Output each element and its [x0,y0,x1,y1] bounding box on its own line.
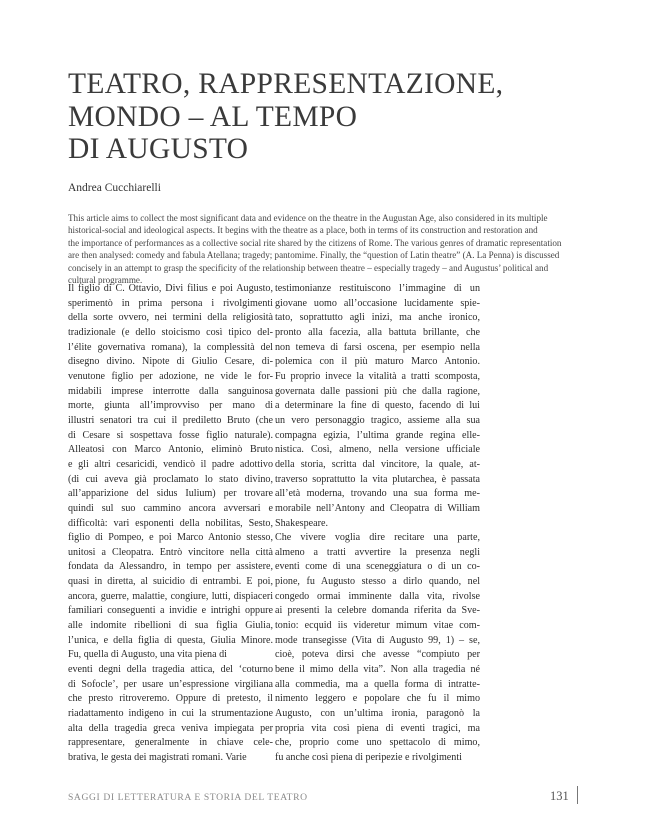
body-line: Fu, quella di Augusto, una vita piena di [68,649,227,661]
body-line: propria vita così piena di eventi tragici, ma [275,722,480,734]
body-line: difficoltà: vari esponenti della nobilitas, Sesto, [68,517,273,529]
body-line: non temeva di farsi oscena, per esempio nella [275,341,480,353]
body-line: un vero personaggio tragico, assieme alla sua [275,414,480,426]
abstract-line: cultural programme. [68,275,143,286]
title-line: DI AUGUSTO [68,133,249,165]
body-line: fondata da Alessandro, in tempo per assistere, [68,561,273,573]
body-line: alle indomite ribellioni di sua figlia Giulia, [68,620,273,632]
body-line: tonio: ecquid iis videretur mimum vitae com- [275,620,480,632]
abstract-line: concisely in an attempt to grasp the specificity of the relationship between theatre – especially tragedy – and Augustus’ political and [68,262,549,273]
body-line: morabile nell’Antony and Cleopatra di William [275,502,480,514]
body-line: nistica. Così, almeno, nella versione ufficiale [275,444,480,456]
body-line: Il figlio di C. Ottavio, Divi filius e poi Augusto, [68,283,273,294]
body-line: rappresentare, generalmente in chiave cele- [68,737,273,749]
body-line: Alleatosi con Marco Antonio, eliminò Bruto [68,444,273,456]
body-line: eventi come di una sceneggiatura o di un co- [275,561,480,573]
author-name: Andrea Cucchiarelli [68,182,161,194]
body-line: che presto ritroveremo. Oppure di pretesto, il [68,693,273,705]
body-line: (di cui aveva già proclamato lo stato divino, [68,473,273,485]
body-line: tato, soprattutto agli inizi, ma anche ironico, [275,312,480,324]
body-line: di Cesare si sospettava fosse figlio naturale). [68,429,273,441]
title-line: TEATRO, RAPPRESENTAZIONE, [68,68,504,100]
body-line: polemica con il più maturo Marco Antonio. [275,356,480,368]
body-line: governata dalle passioni più che dalla ragione, [275,385,480,397]
body-line: almeno a tratti avvertire la presenza negli [275,546,480,558]
title-line: MONDO – AL TEMPO [68,100,358,133]
body-line: quindi sul suo cammino ancora avversari e [68,502,273,514]
abstract-line: are then analysed: comedy and fabula Atellana; tragedy; pantomime. Finally, the “question of Latin theatre” (A. La Penna) is discussed [68,250,560,261]
body-line: eventi degni della tragedia attica, del ‘coturno [68,664,273,676]
body-line: venutone figlio per adozione, ne vide le for- [68,370,273,382]
body-line: traverso soprattutto la vita plutarchea, è passata [275,473,480,485]
body-line: quasi in diretta, al suicidio di entrambi. E poi, [68,576,273,588]
body-line: sperimentò in prima persona i rivolgimenti [68,297,273,309]
body-line: tradizionale (e dello stoicismo così tipico del- [68,326,273,338]
body-line: ai presenti la celebre domanda riferita da Sve- [275,605,480,617]
body-line: familiari conseguenti a invidie e intrighi oppure [68,605,273,617]
body-line: mode transegisse (Vita di Augusto 99, 1) – se, [275,634,480,646]
body-line: l’élite governativa romana), la complessità del [68,341,273,353]
body-line: che, proprio come uno spettacolo di mimo, [275,737,480,749]
abstract-line: This article aims to collect the most significant data and evidence on the theatre in the Augustan Age, also considered in its multiple [68,213,548,223]
body-line: della sorte ovvero, nei termini della religiosità [68,312,273,324]
body-line: testimonianze restituiscono l’immagine di un [275,283,480,294]
running-title: SAGGI DI LETTERATURA E STORIA DEL TEATRO [68,792,308,803]
body-line: alla commedia, ma a quella forma di intratte- [275,678,480,690]
body-line: figlio di Pompeo, e poi Marco Antonio stesso, [68,532,273,544]
body-line: brativa, le gesta dei magistrati romani. Varie [68,752,247,763]
body-line: e gli altri cesaricidi, vendicò il padre adottivo [68,458,273,470]
body-line: disegno divino. Nipote di Giulio Cesare, di- [68,356,273,368]
page-number: 131 [550,789,569,803]
article-title [68,68,538,166]
body-line: fu anche così piena di peripezie e rivolgimenti [275,752,462,763]
body-line: l’unica, e della figlia di questa, Giulia Minore. [68,634,273,646]
body-line: Che vivere voglia dire recitare una parte, [275,532,480,544]
body-line: pronto alla facezia, alla battuta brillante, che [275,326,480,338]
body-column-left [68,282,273,766]
body-line: Fu proprio invece la vitalità a tratti scomposta, [275,370,480,382]
body-line: della storia, scritta dal vincitore, la quale, at- [275,458,480,470]
abstract [68,212,583,286]
body-line: ancora, guerre, malattie, congiure, lutti, dispiaceri [68,590,273,602]
body-line: Shakespeare. [275,517,328,529]
footer-divider [577,786,578,804]
body-line: all’età moderna, trovando una sua forma me- [275,488,480,500]
body-line: alta della tragedia greca veniva impiegata per [68,722,273,734]
body-line: giovane uomo all’occasione lucidamente spie- [275,297,480,309]
abstract-line: the importance of performances as a collective social rite shared by the citizens of Rome. The various genres of dramatic representation [68,237,562,248]
body-line: di Sofocle’, per usare un’espressione virgiliana [68,678,273,690]
body-line: morte, giunta all’improvviso per mano di [68,400,273,412]
body-line: nimento leggero e popolare che fu il mimo [275,693,480,705]
body-line: pione, fu Augusto stesso a dirlo quando, nel [275,576,480,588]
body-line: riadattamento indigeno in cui la strumentazione [68,708,273,720]
body-line: congedo ormai imminente dalla vita, rivolse [275,590,480,602]
body-line: cioè, poteva dirsi che avesse “compiuto per [275,649,480,661]
abstract-line: historical-social and ideological aspects. It begins with the theatre as a place, both in terms of its construction and restoration and [68,225,538,236]
body-line: midabili imprese interrotte dalla sanguinosa [68,385,273,397]
body-line: a determinare la fine di questo, facendo di lui [275,400,480,412]
body-line: Augusto, con un’ultima ironia, paragonò la [275,708,480,720]
body-line: compagna egizia, l’ultima grande regina elle- [275,429,480,441]
body-line: unitosi a Cleopatra. Entrò vincitore nella città [68,546,273,558]
body-line: illustri senatori tra cui il prediletto Bruto (che [68,414,273,426]
body-line: bene il mimo della vita”. Non alla tragedia né [275,664,480,676]
body-line: all’apparizione del sidus Iulium) per trovare [68,488,273,500]
body-column-right [275,282,480,766]
